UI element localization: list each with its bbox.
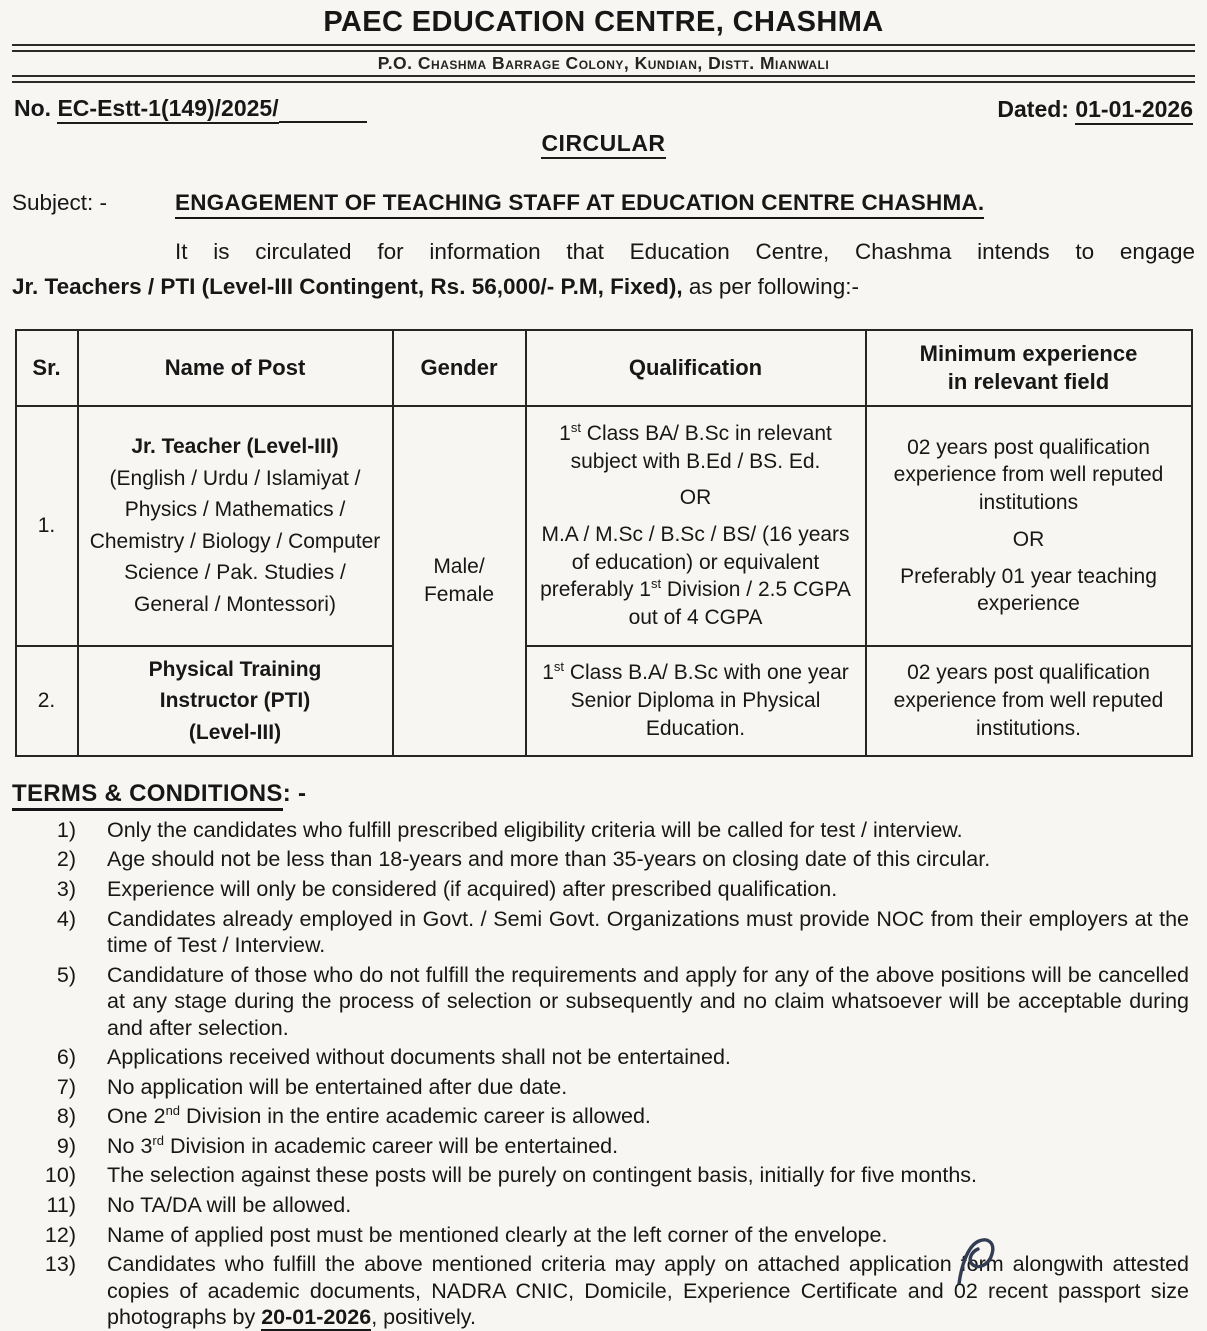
row1-sr: 1.: [16, 406, 78, 646]
gender-cell: Male/ Female: [393, 406, 526, 756]
row1-post-title: Jr. Teacher (Level-III): [131, 435, 339, 459]
subject-label: Subject: -: [12, 190, 108, 215]
row2-qualification: 1st Class B.A/ B.Sc with one year Senior Diploma in Physical Education.: [526, 646, 866, 756]
reference-row: [12, 95, 1195, 123]
table-row: [16, 406, 1192, 646]
list-item: 6) Applications received without documents shall not be entertained.: [56, 1045, 731, 1070]
list-item: 7) No application will be entertained after due date.: [56, 1074, 568, 1099]
subject-row: [12, 190, 1195, 219]
row2-post-title: Physical Training Instructor (PTI) (Level-III): [148, 657, 322, 744]
intro-bold-part: Jr. Teachers / PTI (Level-III Contingent, Rs. 56,000/- P.M, Fixed),: [12, 273, 683, 299]
reference-number: [14, 95, 367, 123]
address-line: P.O. Chashma Barrage Colony, Kundian, Distt. Mianwali: [377, 53, 830, 73]
row1-qualification: [526, 406, 866, 646]
row2-experience: 02 years post qualification experience from well reputed institutions.: [866, 646, 1192, 756]
dated-field: [997, 96, 1193, 123]
doc-type-heading: CIRCULAR: [12, 130, 1195, 157]
list-item: 11) No TA/DA will be allowed.: [46, 1193, 352, 1218]
list-item: 10) The selection against these posts will be purely on contingent basis, initially for five months.: [44, 1163, 978, 1188]
header-divider-top: [12, 44, 1195, 52]
row1-post-detail: (English / Urdu / Islamiyat / Physics / Mathematics / Chemistry / Biology / Computer Science / Pak. Studies / General / Montessori): [89, 466, 381, 616]
row1-qualification-option-a: 1st Class BA/ B.Sc in relevant subject with B.Ed / BS. Ed.: [559, 419, 832, 473]
posts-table: [15, 329, 1193, 757]
list-item: 3) Experience will only be considered (if acquired) after prescribed qualification.: [56, 877, 838, 901]
row1-qualification-or: OR: [679, 486, 712, 510]
list-item: 2) Age should not be less than 18-years and more than 35-years on closing date of this circular.: [56, 847, 991, 872]
row1-post: [78, 406, 393, 646]
intro-line-2: [12, 271, 1195, 303]
dated-value: 01-01-2026: [1075, 96, 1193, 125]
col-header-sr: Sr.: [16, 330, 78, 406]
reference-label: No.: [14, 95, 52, 121]
page-title: PAEC EDUCATION CENTRE, CHASHMA: [323, 6, 884, 38]
col-header-gender: Gender: [393, 330, 526, 406]
col-header-post: Name of Post: [78, 330, 393, 406]
list-item: 1) Only the candidates who fulfill prescribed eligibility criteria will be called for test / interview.: [56, 817, 963, 842]
row1-experience-option-b: Preferably 01 year teaching experience: [900, 564, 1157, 616]
intro-paragraph: [12, 236, 1195, 303]
list-item: 13) Candidates who fulfill the above mentioned criteria may apply on attached application form alongwith attested copies of academic documents, NADRA CNIC, Domicile, Experience Certificate and 02 recent passport size photographs by 20-01-2026, positively.: [44, 1252, 1189, 1330]
table-header-row: [16, 330, 1192, 406]
terms-heading: TERMS & CONDITIONS: -: [12, 780, 1195, 808]
row1-experience-or: OR: [1012, 527, 1045, 551]
list-item: 12) Name of applied post must be mentioned clearly at the left corner of the envelope.: [44, 1222, 888, 1247]
list-item: 5) Candidature of those who do not fulfill the requirements and apply for any of the above positions will be cancelled at any stage during the process of selection or subsequently and no claim whatsoever will be acceptable during and after selection.: [56, 962, 1189, 1040]
reference-blank-line: [279, 98, 367, 123]
subject-title: ENGAGEMENT OF TEACHING STAFF AT EDUCATION CENTRE CHASHMA.: [175, 190, 984, 219]
due-date: 20-01-2026: [261, 1305, 372, 1330]
reference-value: EC-Estt-1(149)/2025/: [57, 95, 278, 124]
col-header-qualification: Qualification: [526, 330, 866, 406]
header-divider-bottom: [12, 75, 1195, 83]
row1-qualification-option-b: M.A / M.Sc / B.Sc / BS/ (16 years of education) or equivalent preferably 1st Division / 2.5 CGPA out of 4 CGPA: [540, 523, 851, 630]
table-row: [16, 646, 1192, 756]
row2-sr: 2.: [16, 646, 78, 756]
list-item: 4) Candidates already employed in Govt. / Semi Govt. Organizations must provide NOC from their employers at the time of Test / Interview.: [56, 906, 1189, 958]
intro-tail: as per following:-: [682, 273, 859, 299]
signature-mark: [945, 1234, 1025, 1284]
list-item: 8) One 2nd Division in the entire academic career is allowed.: [56, 1103, 651, 1129]
col-header-experience: Minimum experience in relevant field: [866, 330, 1192, 406]
dated-label: Dated:: [997, 96, 1069, 122]
row1-experience-option-a: 02 years post qualification experience from well reputed institutions: [893, 435, 1164, 515]
row2-post: [78, 646, 393, 756]
row1-experience: [866, 406, 1192, 646]
intro-line-1: It is circulated for information that Education Centre, Chashma intends to engage: [175, 239, 1195, 264]
list-item: 9) No 3rd Division in academic career will be entertained.: [56, 1132, 619, 1158]
